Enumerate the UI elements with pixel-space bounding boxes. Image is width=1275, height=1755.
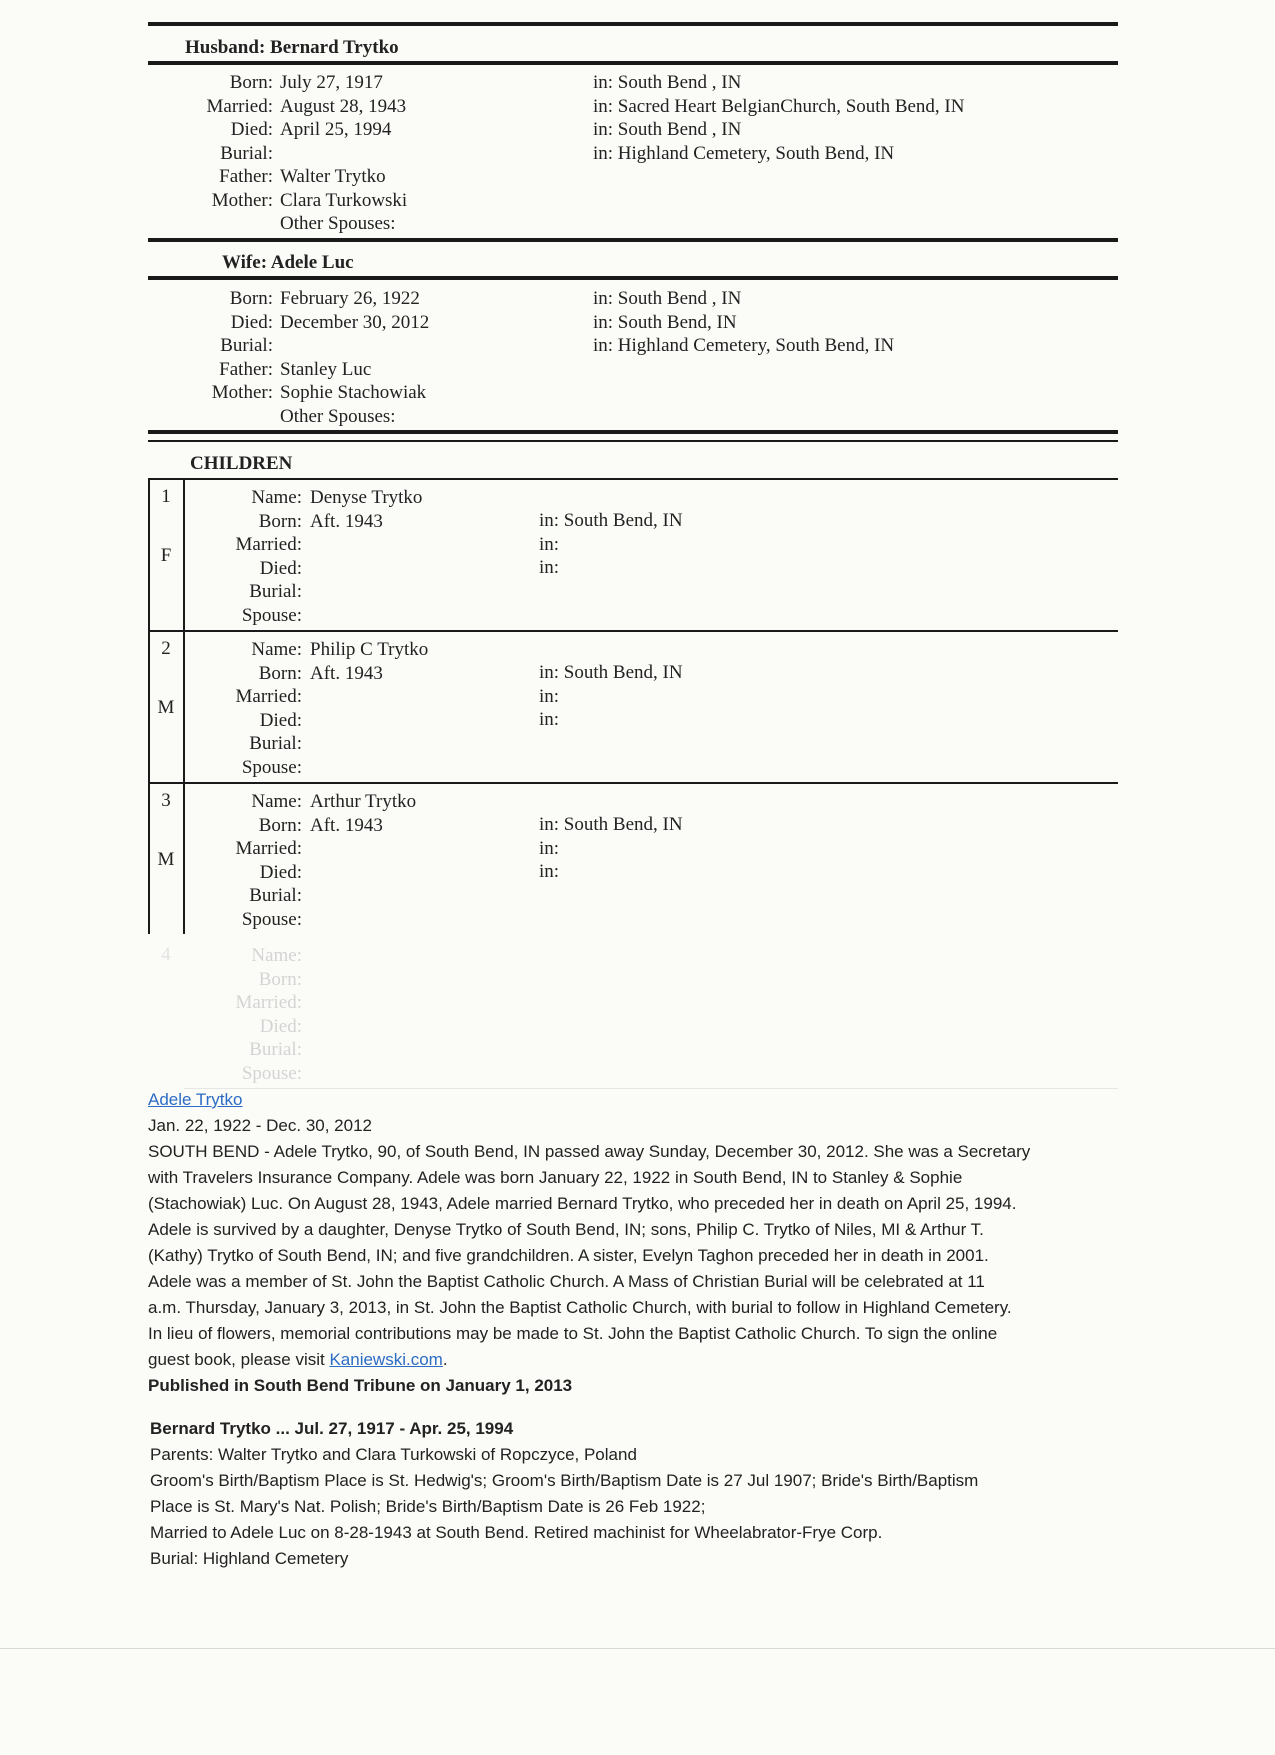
- child-label: Died:: [259, 709, 302, 731]
- child-places: [539, 813, 683, 884]
- child-born: Aft. 1943: [310, 814, 383, 836]
- wife-other-spouses: Other Spouses:: [280, 405, 396, 427]
- bernard-note-heading: Bernard Trytko ... Jul. 27, 1917 - Apr. 25, 1994: [150, 1419, 514, 1438]
- child-sex: F: [160, 545, 172, 566]
- child-number: 1: [161, 486, 171, 507]
- child-label: Name:: [251, 791, 302, 812]
- wife-label: Died:: [230, 311, 273, 333]
- ghost-label: Born:: [258, 968, 302, 990]
- ghost-child-number: 4: [161, 944, 171, 965]
- child-sex: M: [157, 849, 175, 870]
- child-name: Denyse Trytko: [310, 487, 423, 508]
- wife-value: February 26, 1922: [280, 288, 420, 309]
- wife-labels: [150, 287, 273, 405]
- wife-value: [280, 334, 429, 358]
- husband-label: Father:: [219, 166, 273, 187]
- child-born: Aft. 1943: [310, 510, 383, 532]
- husband-values: [280, 71, 407, 236]
- ghost-child-labels: [190, 944, 302, 1085]
- husband-heading-label: Husband:: [185, 37, 266, 58]
- husband-place: in: Highland Cemetery, South Bend, IN: [593, 142, 895, 164]
- obituary-line: (Kathy) Trytko of South Bend, IN; and five grandchildren. A sister, Evelyn Taghon preceded her in death in 2001.: [148, 1246, 989, 1265]
- wife-place: in: South Bend , IN: [593, 288, 742, 309]
- wife-value: Stanley Luc: [280, 358, 372, 380]
- obituary-line: (Stachowiak) Luc. On August 28, 1943, Adele married Bernard Trytko, who preceded her in death on April 25, 1994.: [148, 1194, 1017, 1213]
- bernard-note-line: Burial: Highland Cemetery: [150, 1549, 349, 1568]
- children-top-rule-2: [148, 440, 1118, 442]
- wife-label: Burial:: [220, 335, 273, 356]
- obituary-link[interactable]: Adele Trytko: [148, 1090, 243, 1109]
- child-name: Arthur Trytko: [310, 791, 417, 812]
- child-label: Name:: [251, 639, 302, 660]
- child-place: in:: [539, 837, 560, 859]
- child-values: [310, 790, 416, 837]
- husband-place: in: Sacred Heart BelgianChurch, South Bend, IN: [593, 95, 965, 117]
- child-label: Married:: [235, 534, 302, 555]
- child-labels: [190, 638, 302, 779]
- wife-label: Father:: [219, 358, 273, 380]
- obituary-published: Published in South Bend Tribune on January 1, 2013: [148, 1376, 573, 1395]
- husband-labels: [150, 71, 273, 212]
- wife-heading-label: Wife:: [222, 252, 268, 273]
- obituary-line: with Travelers Insurance Company. Adele was born January 22, 1922 in South Bend, IN to Stanley & Sophie: [148, 1168, 963, 1187]
- husband-label: Married:: [206, 95, 273, 117]
- child-label: Died:: [259, 557, 302, 579]
- ghost-label: Burial:: [249, 1039, 302, 1060]
- child-place: in: South Bend, IN: [539, 814, 683, 835]
- child-place: in:: [539, 709, 560, 730]
- husband-rule: [148, 61, 1118, 65]
- wife-value: December 30, 2012: [280, 311, 430, 333]
- bernard-note-line: Place is St. Mary's Nat. Polish; Bride's Birth/Baptism Date is 26 Feb 1922;: [150, 1497, 706, 1516]
- wife-place: in: Highland Cemetery, South Bend, IN: [593, 335, 895, 356]
- husband-label: Born:: [229, 72, 273, 93]
- husband-value: August 28, 1943: [280, 95, 407, 117]
- child-labels: [190, 486, 302, 627]
- child-values: [310, 638, 428, 685]
- children-top-rule: [148, 430, 1118, 434]
- husband-other-spouses: Other Spouses:: [280, 213, 396, 234]
- husband-place: in: South Bend , IN: [593, 119, 742, 140]
- child-places: [539, 661, 683, 732]
- obituary-dates: Jan. 22, 1922 - Dec. 30, 2012: [148, 1116, 372, 1135]
- bottom-scan-line: [0, 1648, 1275, 1649]
- wife-places: [593, 287, 894, 358]
- husband-value: July 27, 1917: [280, 72, 383, 93]
- child-number: 2: [161, 638, 171, 659]
- child-label: Burial:: [249, 885, 302, 906]
- child-place: in:: [539, 685, 560, 707]
- husband-label: Burial:: [220, 142, 273, 164]
- husband-label: Mother:: [211, 189, 273, 211]
- child-places: [539, 509, 683, 580]
- child-label: Born:: [258, 510, 302, 532]
- husband-value: [280, 142, 407, 166]
- ghost-label: Married:: [235, 992, 302, 1013]
- child-label: Burial:: [249, 733, 302, 754]
- child-labels: [190, 790, 302, 931]
- child-born: Aft. 1943: [310, 662, 383, 684]
- children-heading-rule: [148, 478, 1118, 480]
- child-place: in:: [539, 533, 560, 555]
- child-divider: [148, 630, 1118, 632]
- child-values: [310, 486, 422, 533]
- child-label: Born:: [258, 814, 302, 836]
- child-label: Spouse:: [241, 908, 302, 930]
- obituary-line: Adele was a member of St. John the Baptist Catholic Church. A Mass of Christian Burial will be celebrated at 11: [148, 1272, 985, 1291]
- child-place: in:: [539, 861, 560, 882]
- child-divider: [148, 782, 1118, 784]
- obituary-last-line: [148, 1347, 1128, 1373]
- wife-label: Mother:: [211, 382, 273, 403]
- wife-rule: [148, 276, 1118, 280]
- obituary-last-suffix: .: [442, 1350, 448, 1369]
- children-heading: CHILDREN: [190, 453, 293, 474]
- wife-heading: [222, 251, 354, 275]
- child-label: Name:: [251, 487, 302, 508]
- child-label: Married:: [235, 686, 302, 707]
- obituary-line: In lieu of flowers, memorial contributions may be made to St. John the Baptist Catholic Church. To sign the online: [148, 1324, 998, 1343]
- wife-place: in: South Bend, IN: [593, 311, 737, 333]
- child-name: Philip C Trytko: [310, 639, 429, 660]
- child-place: in: South Bend, IN: [539, 662, 683, 683]
- husband-label: Died:: [230, 119, 273, 140]
- child-label: Born:: [258, 662, 302, 684]
- bernard-note-line: Parents: Walter Trytko and Clara Turkowski of Ropczyce, Poland: [150, 1445, 637, 1464]
- husband-name: Bernard Trytko: [270, 37, 399, 58]
- obituary-last-prefix: guest book, please visit: [148, 1350, 330, 1369]
- child-label: Spouse:: [241, 756, 302, 778]
- child-place: in: South Bend, IN: [539, 510, 683, 531]
- wife-value: Sophie Stachowiak: [280, 382, 427, 403]
- obituary-block: [148, 1087, 1128, 1399]
- husband-value: Clara Turkowski: [280, 189, 408, 211]
- wife-top-rule: [148, 238, 1118, 242]
- obituary-line: Adele is survived by a daughter, Denyse Trytko of South Bend, IN; sons, Philip C. Trytko of Niles, MI & Arthur T.: [148, 1220, 984, 1239]
- top-rule: [148, 22, 1118, 26]
- bernard-note-line: Groom's Birth/Baptism Place is St. Hedwig's; Groom's Birth/Baptism Date is 27 Jul 1907; Bride's Birth/Baptism: [150, 1471, 979, 1490]
- obituary-line: SOUTH BEND - Adele Trytko, 90, of South Bend, IN passed away Sunday, December 30, 2012. She was a Secretary: [148, 1142, 1031, 1161]
- child-label: Burial:: [249, 581, 302, 602]
- wife-name: Adele Luc: [270, 252, 354, 273]
- child-place: in:: [539, 557, 560, 578]
- husband-heading: [185, 36, 399, 60]
- wife-label: Born:: [229, 288, 273, 309]
- kaniewski-link[interactable]: Kaniewski.com: [329, 1350, 443, 1369]
- child-number: 3: [161, 790, 171, 811]
- child-label: Died:: [259, 861, 302, 883]
- ghost-label: Died:: [259, 1015, 302, 1037]
- ghost-label: Name:: [251, 945, 302, 966]
- bernard-note-line: Married to Adele Luc on 8-28-1943 at South Bend. Retired machinist for Wheelabrator-Frye Corp.: [150, 1523, 883, 1542]
- husband-place: in: South Bend , IN: [593, 72, 742, 93]
- child-sex: M: [157, 697, 175, 718]
- child-label: Married:: [235, 838, 302, 859]
- child-label: Spouse:: [241, 604, 302, 626]
- ghost-label: Spouse:: [241, 1062, 302, 1084]
- obituary-line: a.m. Thursday, January 3, 2013, in St. John the Baptist Catholic Church, with burial to follow in Highland Cemetery.: [148, 1298, 1012, 1317]
- husband-value: Walter Trytko: [280, 166, 386, 187]
- wife-values: [280, 287, 429, 428]
- bernard-note-block: [150, 1416, 1130, 1572]
- husband-places: [593, 71, 964, 165]
- husband-value: April 25, 1994: [280, 119, 392, 140]
